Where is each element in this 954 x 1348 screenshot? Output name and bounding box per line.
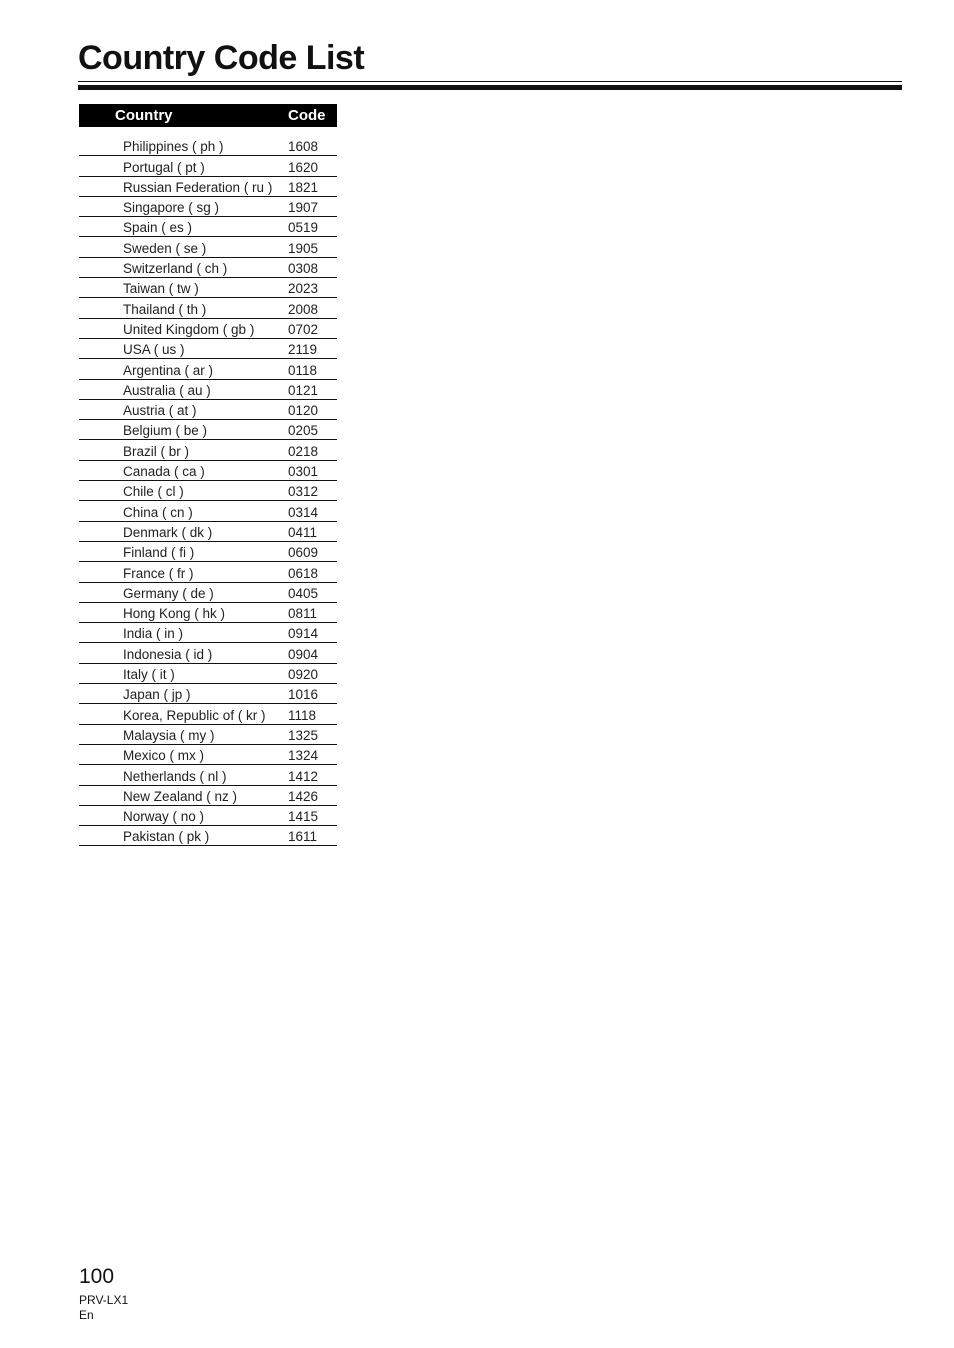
country-code: 1016 — [288, 687, 319, 703]
table-row — [79, 197, 337, 217]
table-row — [79, 603, 337, 623]
table-row — [79, 217, 337, 237]
table-row — [79, 298, 337, 318]
table-row — [79, 643, 337, 663]
country-name: Russian Federation ( ru ) — [123, 179, 273, 195]
table-row — [79, 440, 337, 460]
country-name: Australia ( au ) — [123, 382, 211, 398]
country-name: Pakistan ( pk ) — [123, 829, 210, 845]
country-name: France ( fr ) — [123, 565, 194, 581]
country-name: Norway ( no ) — [123, 809, 205, 825]
country-code: 0811 — [288, 606, 318, 622]
title-rule-thick — [78, 85, 902, 90]
country-code: 1325 — [288, 727, 319, 743]
page-number: 100 — [79, 1265, 115, 1288]
country-code: 1821 — [288, 179, 319, 195]
country-name: Singapore ( sg ) — [123, 200, 220, 216]
country-code: 0904 — [288, 646, 319, 662]
country-code: 0312 — [288, 484, 319, 500]
country-name: India ( in ) — [123, 626, 184, 642]
table-row — [79, 461, 337, 481]
country-name: Netherlands ( nl ) — [123, 768, 227, 784]
table-body — [79, 136, 337, 846]
table-row — [79, 826, 337, 846]
table-row — [79, 156, 337, 176]
country-name: Finland ( fi ) — [123, 545, 195, 561]
title-rule-thin — [78, 81, 902, 82]
table-row — [79, 501, 337, 521]
table-row — [79, 400, 337, 420]
table-row — [79, 583, 337, 603]
country-code: 1118 — [288, 707, 317, 723]
language-code: En — [79, 1308, 94, 1322]
country-name: Germany ( de ) — [123, 585, 214, 601]
country-name: Belgium ( be ) — [123, 423, 208, 439]
table-row — [79, 359, 337, 379]
table-row — [79, 786, 337, 806]
country-name: Hong Kong ( hk ) — [123, 606, 226, 622]
table-row — [79, 278, 337, 298]
country-name: Italy ( it ) — [123, 667, 175, 683]
country-code: 0609 — [288, 545, 319, 561]
table-row — [79, 542, 337, 562]
country-name: China ( cn ) — [123, 504, 193, 520]
country-code: 1905 — [288, 240, 319, 256]
table-row — [79, 623, 337, 643]
country-name: Thailand ( th ) — [123, 301, 207, 317]
country-name: United Kingdom ( gb ) — [123, 321, 255, 337]
country-name: Spain ( es ) — [123, 220, 193, 236]
country-name: Japan ( jp ) — [123, 687, 191, 703]
table-row — [79, 562, 337, 582]
table-row — [79, 339, 337, 359]
country-code: 2023 — [288, 281, 319, 297]
country-code: 0218 — [288, 443, 319, 459]
country-name: Canada ( ca ) — [123, 464, 205, 480]
table-header — [79, 104, 337, 127]
country-name: Portugal ( pt ) — [123, 159, 205, 175]
header-country: Country — [115, 107, 173, 124]
country-code: 1620 — [288, 159, 319, 175]
table-row — [79, 319, 337, 339]
country-name: Philippines ( ph ) — [123, 139, 224, 155]
country-code: 0314 — [288, 504, 319, 520]
page-title: Country Code List — [78, 39, 365, 77]
country-code: 0702 — [288, 321, 319, 337]
country-code: 0121 — [288, 382, 319, 398]
country-code: 0405 — [288, 585, 319, 601]
country-code: 0120 — [288, 403, 319, 419]
country-code: 1415 — [288, 809, 319, 825]
country-name: Switzerland ( ch ) — [123, 261, 228, 277]
table-row — [79, 481, 337, 501]
country-code: 0301 — [288, 464, 319, 480]
country-name: Korea, Republic of ( kr ) — [123, 707, 266, 723]
country-name: Malaysia ( my ) — [123, 727, 215, 743]
country-name: Denmark ( dk ) — [123, 524, 213, 540]
table-row — [79, 806, 337, 826]
country-code: 0118 — [288, 362, 318, 378]
country-name: Indonesia ( id ) — [123, 646, 213, 662]
table-row — [79, 380, 337, 400]
table-row — [79, 725, 337, 745]
country-name: Chile ( cl ) — [123, 484, 184, 500]
country-code: 1608 — [288, 139, 319, 155]
country-code: 2119 — [288, 342, 318, 358]
country-name: Brazil ( br ) — [123, 443, 190, 459]
table-row — [79, 684, 337, 704]
country-code: 0519 — [288, 220, 319, 236]
country-code: 0618 — [288, 565, 319, 581]
table-row — [79, 237, 337, 257]
model-name: PRV-LX1 — [79, 1293, 129, 1307]
country-name: Sweden ( se ) — [123, 240, 207, 256]
country-code: 0411 — [288, 524, 318, 540]
country-code: 0308 — [288, 261, 319, 277]
country-name: Argentina ( ar ) — [123, 362, 214, 378]
country-code: 1324 — [288, 748, 319, 764]
country-name: Austria ( at ) — [123, 403, 197, 419]
country-code: 0914 — [288, 626, 319, 642]
country-code: 1426 — [288, 788, 319, 804]
header-code: Code — [288, 107, 326, 124]
table-row — [79, 258, 337, 278]
country-code: 2008 — [288, 301, 319, 317]
country-name: USA ( us ) — [123, 342, 185, 358]
table-row — [79, 664, 337, 684]
country-name: Mexico ( mx ) — [123, 748, 204, 764]
country-name: Taiwan ( tw ) — [123, 281, 199, 297]
table-row — [79, 522, 337, 542]
table-row — [79, 765, 337, 785]
table-row — [79, 745, 337, 765]
country-code: 1611 — [288, 829, 318, 845]
country-code: 0205 — [288, 423, 319, 439]
country-code-table — [79, 104, 337, 846]
table-row — [79, 704, 337, 724]
table-row — [79, 420, 337, 440]
table-row — [79, 136, 337, 156]
country-code: 1412 — [288, 768, 319, 784]
country-code: 0920 — [288, 667, 319, 683]
table-row — [79, 177, 337, 197]
country-name: New Zealand ( nz ) — [123, 788, 238, 804]
country-code: 1907 — [288, 200, 319, 216]
